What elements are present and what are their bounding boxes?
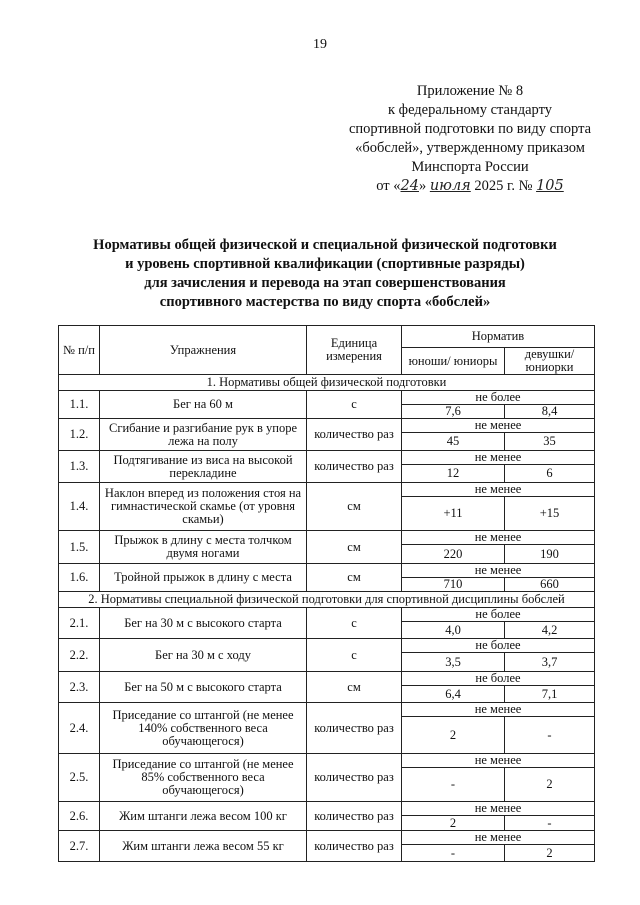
- row-girls-value: 7,1: [505, 686, 595, 703]
- row-unit: количество раз: [307, 754, 402, 802]
- row-exercise: Приседание со штангой (не менее 140% собственного веса обучающегося): [100, 703, 307, 754]
- table-row: [59, 802, 595, 816]
- table-row: [59, 672, 595, 686]
- section-title: 2. Нормативы специальной физической подготовки для спортивной дисциплины бобслей: [59, 592, 595, 608]
- row-num: 2.4.: [59, 703, 100, 754]
- row-unit: количество раз: [307, 419, 402, 451]
- title-line: для зачисления и перевода на этап совершенствования: [144, 275, 506, 291]
- row-boys-value: 2: [402, 816, 505, 831]
- row-girls-value: 8,4: [505, 405, 595, 419]
- row-unit: см: [307, 531, 402, 564]
- handwritten-number: 105: [536, 178, 564, 194]
- row-girls-value: 4,2: [505, 622, 595, 639]
- row-condition: не менее: [402, 802, 595, 816]
- row-girls-value: 35: [505, 433, 595, 451]
- row-exercise: Прыжок в длину с места толчком двумя ногами: [100, 531, 307, 564]
- row-exercise: Бег на 30 м с ходу: [100, 639, 307, 672]
- row-exercise: Тройной прыжок в длину с места: [100, 564, 307, 592]
- header-norm: Норматив: [402, 326, 595, 348]
- appendix-line: Минспорта России: [411, 159, 529, 175]
- table-row: [59, 754, 595, 768]
- row-exercise: Бег на 30 м с высокого старта: [100, 608, 307, 639]
- row-num: 1.1.: [59, 391, 100, 419]
- date-mid: »: [418, 178, 427, 194]
- row-exercise: Жим штанги лежа весом 55 кг: [100, 831, 307, 862]
- page-number: 19: [313, 37, 327, 52]
- row-condition: не менее: [402, 483, 595, 497]
- row-condition: не менее: [402, 531, 595, 545]
- row-num: 2.7.: [59, 831, 100, 862]
- appendix-line: «бобслей», утвержденному приказом: [355, 140, 585, 156]
- row-boys-value: 3,5: [402, 653, 505, 672]
- table-row: [59, 531, 595, 545]
- header-unit: Единица измерения: [307, 326, 402, 375]
- appendix-line: спортивной подготовки по виду спорта: [348, 121, 592, 137]
- row-girls-value: 3,7: [505, 653, 595, 672]
- row-exercise: Жим штанги лежа весом 100 кг: [100, 802, 307, 831]
- row-exercise: Наклон вперед из положения стоя на гимнастической скамье (от уровня скамьи): [100, 483, 307, 531]
- order-date-line: [330, 177, 610, 196]
- handwritten-month: июля: [429, 178, 471, 194]
- row-condition: не менее: [402, 831, 595, 845]
- row-exercise: Приседание со штангой (не менее 85% собственного веса обучающегося): [100, 754, 307, 802]
- row-num: 1.4.: [59, 483, 100, 531]
- table-row: [59, 451, 595, 465]
- row-condition: не более: [402, 391, 595, 405]
- date-prefix: от «: [376, 178, 401, 194]
- row-exercise: Сгибание и разгибание рук в упоре лежа на полу: [100, 419, 307, 451]
- row-boys-value: -: [402, 768, 505, 802]
- appendix-header: [330, 82, 610, 196]
- header-num: № п/п: [59, 326, 100, 375]
- table-row: [59, 608, 595, 622]
- row-girls-value: 2: [505, 768, 595, 802]
- table-row: [59, 483, 595, 497]
- row-unit: см: [307, 483, 402, 531]
- row-unit: количество раз: [307, 831, 402, 862]
- row-num: 2.6.: [59, 802, 100, 831]
- row-condition: не более: [402, 639, 595, 653]
- table-row: [59, 831, 595, 845]
- row-num: 2.3.: [59, 672, 100, 703]
- table-row: [59, 564, 595, 578]
- row-num: 1.5.: [59, 531, 100, 564]
- row-unit: см: [307, 672, 402, 703]
- row-girls-value: 190: [505, 545, 595, 564]
- row-boys-value: 7,6: [402, 405, 505, 419]
- appendix-line: Приложение № 8: [416, 83, 524, 99]
- row-boys-value: 2: [402, 717, 505, 754]
- section-title: 1. Нормативы общей физической подготовки: [59, 375, 595, 391]
- row-condition: не более: [402, 608, 595, 622]
- row-boys-value: +11: [402, 497, 505, 531]
- row-girls-value: -: [505, 717, 595, 754]
- row-boys-value: 220: [402, 545, 505, 564]
- row-boys-value: -: [402, 845, 505, 862]
- row-unit: количество раз: [307, 703, 402, 754]
- table-row: [59, 639, 595, 653]
- title-line: и уровень спортивной квалификации (спортивные разряды): [125, 256, 525, 272]
- row-boys-value: 4,0: [402, 622, 505, 639]
- table-row: [59, 391, 595, 405]
- row-unit: с: [307, 391, 402, 419]
- row-unit: с: [307, 639, 402, 672]
- row-unit: см: [307, 564, 402, 592]
- row-condition: не менее: [402, 419, 595, 433]
- row-num: 1.6.: [59, 564, 100, 592]
- table-row: [59, 419, 595, 433]
- row-boys-value: 45: [402, 433, 505, 451]
- title-line: Нормативы общей физической и специальной физической подготовки: [93, 237, 557, 253]
- row-girls-value: 6: [505, 465, 595, 483]
- document-title: [60, 236, 590, 312]
- row-exercise: Подтягивание из виса на высокой перекладине: [100, 451, 307, 483]
- row-exercise: Бег на 50 м с высокого старта: [100, 672, 307, 703]
- row-condition: не менее: [402, 564, 595, 578]
- row-girls-value: 660: [505, 578, 595, 592]
- row-unit: количество раз: [307, 802, 402, 831]
- row-unit: с: [307, 608, 402, 639]
- row-boys-value: 12: [402, 465, 505, 483]
- appendix-line: к федеральному стандарту: [388, 102, 552, 118]
- row-condition: не менее: [402, 451, 595, 465]
- row-girls-value: 2: [505, 845, 595, 862]
- table-row: [59, 703, 595, 717]
- date-year: 2025 г. №: [474, 178, 533, 194]
- row-num: 2.2.: [59, 639, 100, 672]
- row-num: 1.2.: [59, 419, 100, 451]
- row-boys-value: 710: [402, 578, 505, 592]
- title-line: спортивного мастерства по виду спорта «бобслей»: [159, 294, 491, 310]
- row-girls-value: -: [505, 816, 595, 831]
- header-boys: юноши/ юниоры: [402, 348, 505, 375]
- handwritten-day: 24: [400, 178, 419, 194]
- header-girls: девушки/ юниорки: [505, 348, 595, 375]
- row-condition: не более: [402, 672, 595, 686]
- row-girls-value: +15: [505, 497, 595, 531]
- row-num: 1.3.: [59, 451, 100, 483]
- row-num: 2.5.: [59, 754, 100, 802]
- row-num: 2.1.: [59, 608, 100, 639]
- header-exercise: Упражнения: [100, 326, 307, 375]
- row-condition: не менее: [402, 703, 595, 717]
- standards-table: [58, 325, 595, 862]
- row-condition: не менее: [402, 754, 595, 768]
- row-unit: количество раз: [307, 451, 402, 483]
- row-boys-value: 6,4: [402, 686, 505, 703]
- row-exercise: Бег на 60 м: [100, 391, 307, 419]
